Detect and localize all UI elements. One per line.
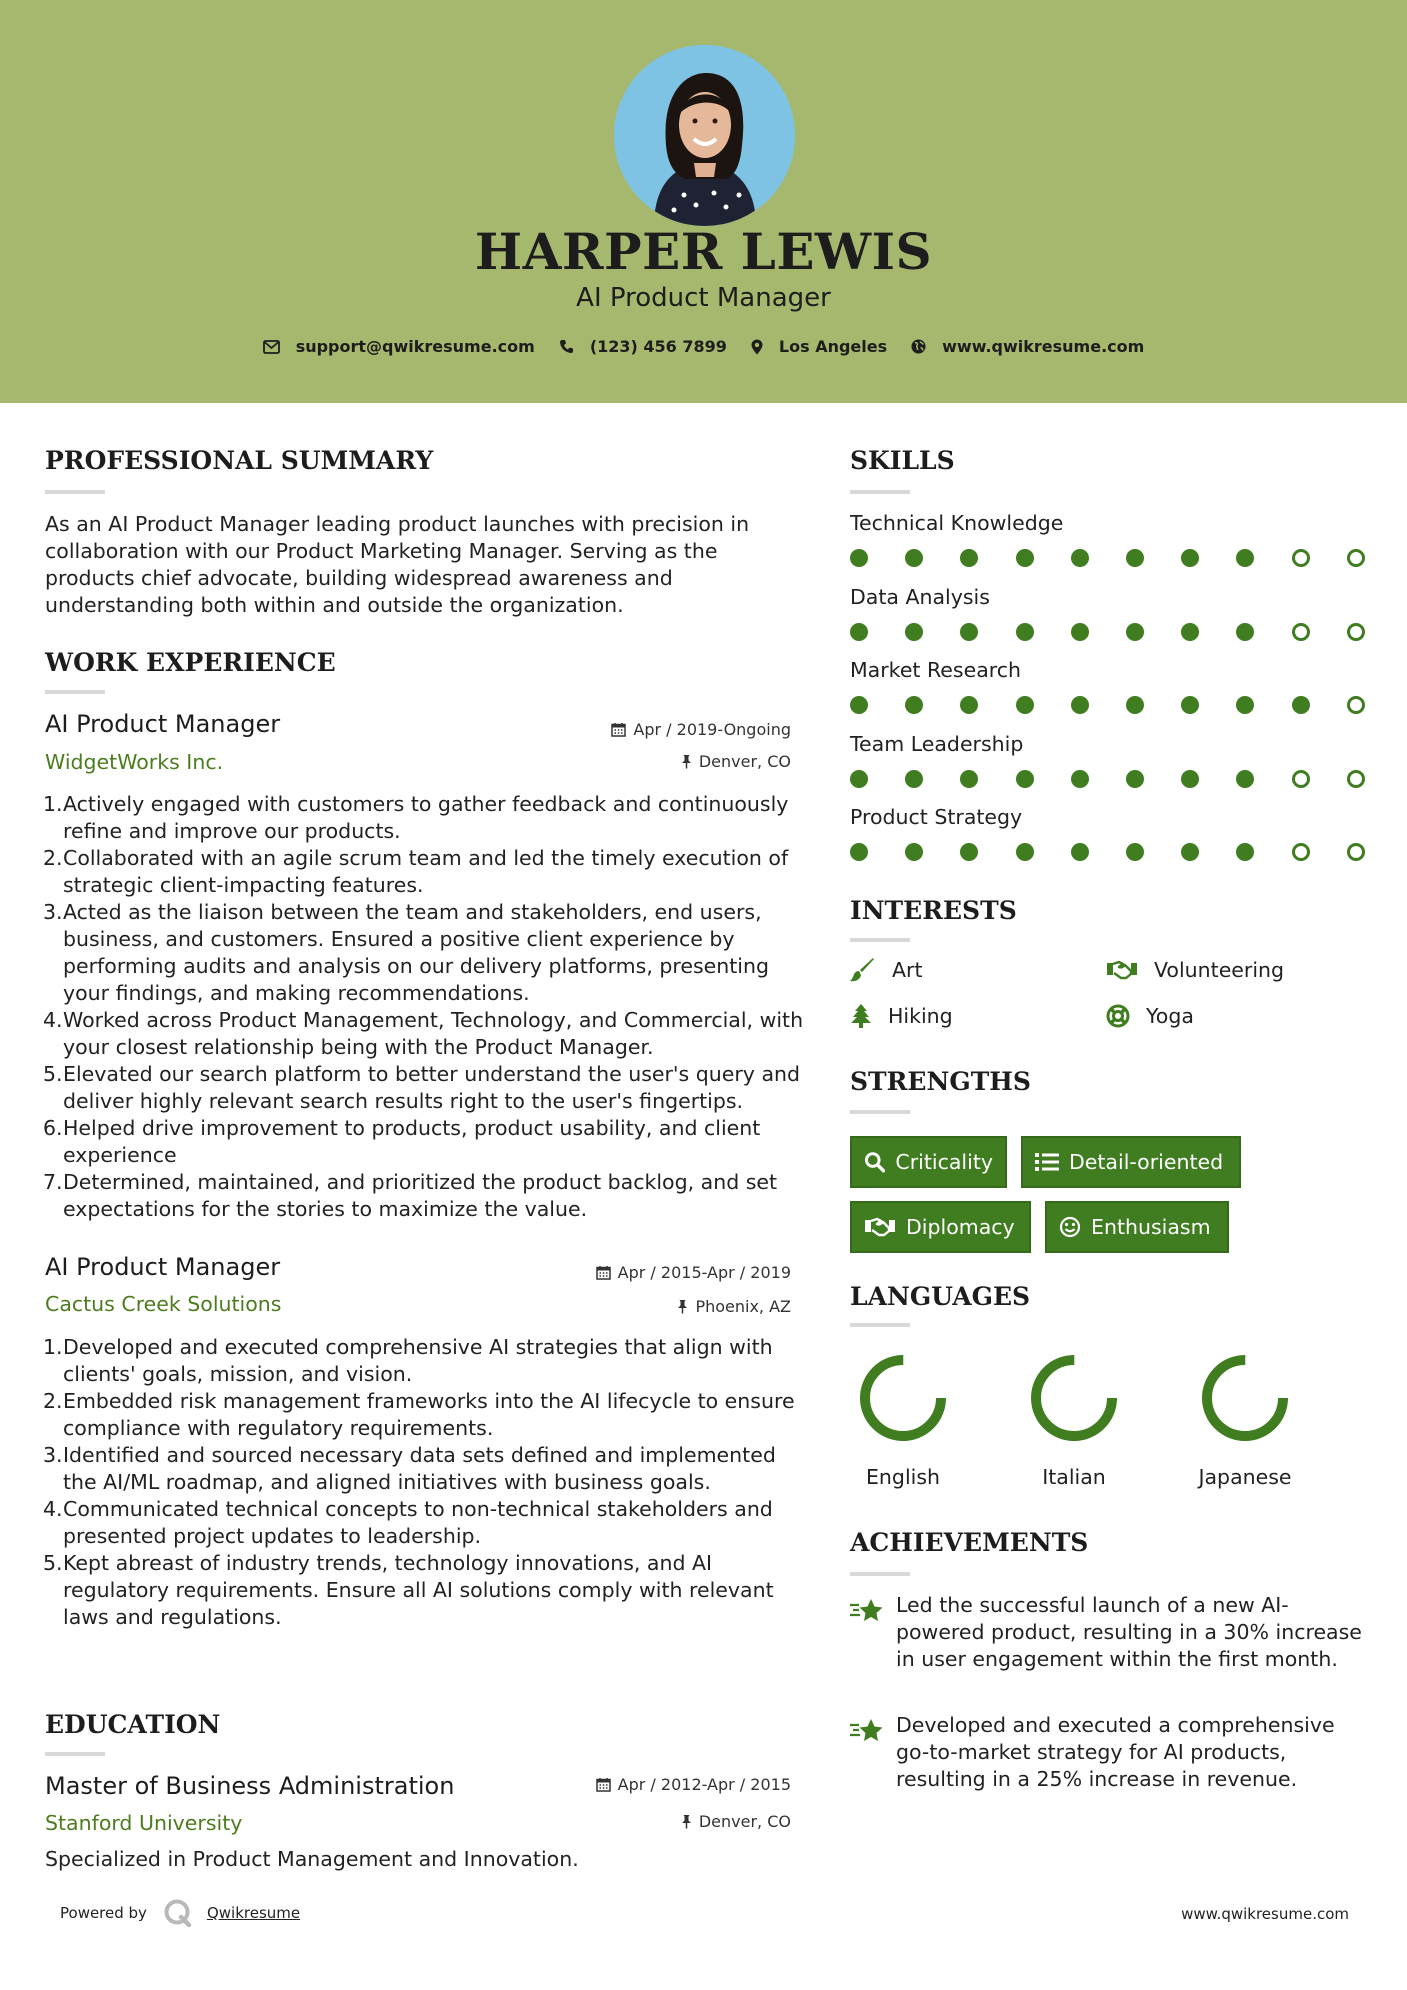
- strengths-rule: [850, 1110, 910, 1114]
- list-item: 1. Actively engaged with customers to gather feedback and continuously refine and improve our products.: [43, 792, 789, 843]
- job-location: [677, 1297, 791, 1316]
- envelope-icon: [263, 340, 280, 354]
- skill-dot-empty: [1292, 623, 1310, 641]
- skill-dot-filled: [1236, 770, 1254, 788]
- job-company: WidgetWorks Inc.: [45, 750, 224, 774]
- education-location-text: Denver, CO: [698, 1812, 791, 1831]
- skill-dot-filled: [960, 843, 978, 861]
- skill-dot-filled: [850, 549, 868, 567]
- contact-email[interactable]: [263, 337, 535, 356]
- strength-tag-detail-oriented: [1021, 1136, 1241, 1188]
- smile-icon: [1059, 1216, 1081, 1238]
- list-item: 5. Kept abreast of industry trends, technology innovations, and AI regulatory requirements. Ensure all AI solutions comply with relevant laws and regulations.: [43, 1551, 774, 1629]
- job-dates-text: Apr / 2019-Ongoing: [633, 720, 791, 739]
- job-responsibilities: [45, 791, 805, 1223]
- job-dates: [596, 1263, 791, 1282]
- skill-dot-filled: [1181, 696, 1199, 714]
- language-label: Italian: [1042, 1465, 1106, 1489]
- skill-dot-filled: [960, 696, 978, 714]
- candidate-title: AI Product Manager: [576, 283, 831, 313]
- skill-dot-filled: [1236, 549, 1254, 567]
- contact-website-text: www.qwikresume.com: [942, 337, 1145, 356]
- interests-rule: [850, 938, 910, 942]
- paintbrush-icon: [850, 958, 876, 982]
- language-level-ring: [1199, 1352, 1291, 1444]
- skill-dot-filled: [1126, 770, 1144, 788]
- contact-phone-text: (123) 456 7899: [589, 337, 727, 356]
- skill-dot-filled: [1236, 843, 1254, 861]
- skill-dot-empty: [1292, 549, 1310, 567]
- list-item: 4. Communicated technical concepts to non-technical stakeholders and presented project updates to leadership.: [43, 1497, 773, 1548]
- achievements-rule: [850, 1572, 910, 1576]
- skill-label: Data Analysis: [850, 584, 990, 609]
- tree-icon: [850, 1004, 872, 1028]
- interest-label: Hiking: [888, 1004, 953, 1028]
- star-award-icon: [850, 1718, 884, 1748]
- education-heading: EDUCATION: [45, 1710, 221, 1739]
- job-dates: [611, 720, 791, 739]
- skill-dot-filled: [905, 623, 923, 641]
- skill-label: Product Strategy: [850, 805, 1023, 829]
- life-ring-icon: [1106, 1004, 1130, 1028]
- job-location-text: Denver, CO: [698, 752, 791, 771]
- pushpin-icon: [677, 1299, 688, 1314]
- achievement-item: Developed and executed a comprehensive go-to-market strategy for AI products, resulting in a 25% increase in revenue.: [896, 1713, 1335, 1791]
- language-label: Japanese: [1198, 1465, 1292, 1489]
- skill-dot-filled: [905, 549, 923, 567]
- skill-dot-empty: [1347, 770, 1365, 788]
- skill-dot-filled: [1181, 843, 1199, 861]
- skill-dot-filled: [850, 623, 868, 641]
- phone-icon: [559, 339, 574, 354]
- education-dates-text: Apr / 2012-Apr / 2015: [617, 1775, 791, 1794]
- skill-dot-filled: [905, 696, 923, 714]
- job-dates-text: Apr / 2015-Apr / 2019: [617, 1263, 791, 1282]
- interest-label: Art: [892, 958, 923, 982]
- contact-website[interactable]: [911, 337, 1144, 356]
- skill-dot-filled: [1236, 623, 1254, 641]
- interest-item-volunteering: [1106, 958, 1284, 982]
- experience-heading: WORK EXPERIENCE: [45, 648, 336, 677]
- skill-dot-filled: [1071, 696, 1089, 714]
- interest-item-yoga: [1106, 1004, 1194, 1028]
- avatar: [614, 45, 795, 226]
- search-icon: [864, 1151, 885, 1173]
- language-level-ring: [1028, 1352, 1120, 1444]
- list-item: 5. Elevated our search platform to better understand the user's query and deliver highly relevant search results right to the user's fingertips.: [43, 1062, 801, 1113]
- language-label: English: [865, 1465, 941, 1489]
- skill-label: Technical Knowledge: [850, 511, 1064, 535]
- experience-rule: [45, 690, 105, 694]
- job-location-text: Phoenix, AZ: [695, 1297, 791, 1316]
- skill-dot-filled: [850, 696, 868, 714]
- skill-dot-filled: [1071, 549, 1089, 567]
- calendar-icon: [596, 1777, 611, 1792]
- skill-dot-filled: [1016, 843, 1034, 861]
- map-marker-icon: [751, 339, 763, 355]
- skill-dot-empty: [1347, 843, 1365, 861]
- summary-rule: [45, 490, 105, 494]
- job-title: AI Product Manager: [45, 1253, 281, 1281]
- skill-dot-filled: [1126, 843, 1144, 861]
- skill-dot-filled: [1016, 549, 1034, 567]
- skill-label: Team Leadership: [850, 731, 1024, 756]
- strength-tag-diplomacy: [850, 1201, 1031, 1253]
- education-description: Specialized in Product Management and Innovation.: [45, 1847, 579, 1871]
- powered-by-text: Powered by: [60, 1904, 147, 1922]
- degree-title: Master of Business Administration: [45, 1772, 455, 1800]
- skill-dot-filled: [1181, 623, 1199, 641]
- languages-heading: LANGUAGES: [850, 1282, 1031, 1311]
- skill-dot-filled: [905, 770, 923, 788]
- strengths-heading: STRENGTHS: [850, 1067, 1031, 1096]
- globe-icon: [911, 339, 926, 354]
- list-item: 4. Worked across Product Management, Technology, and Commercial, with your closest relationship being with the Product Manager.: [43, 1008, 804, 1059]
- qwikresume-logo-icon: [163, 1898, 193, 1928]
- achievements-heading: ACHIEVEMENTS: [850, 1528, 1089, 1557]
- contact-location-text: Los Angeles: [778, 337, 888, 356]
- footer-powered-by: [60, 1898, 300, 1928]
- skill-dot-filled: [1126, 623, 1144, 641]
- achievement-item: Led the successful launch of a new AI-powered product, resulting in a 30% increase in user engagement within the first month.: [896, 1593, 1362, 1671]
- job-title: AI Product Manager: [45, 710, 281, 738]
- skill-dot-filled: [1181, 770, 1199, 788]
- header-banner: [0, 0, 1407, 403]
- skill-dot-filled: [850, 843, 868, 861]
- interest-item-art: [850, 958, 923, 982]
- school-name: Stanford University: [45, 1811, 243, 1835]
- strength-tag-enthusiasm: [1045, 1201, 1229, 1253]
- candidate-name: HARPER LEWIS: [474, 222, 933, 281]
- strength-label: Enthusiasm: [1091, 1215, 1211, 1239]
- summary-text: As an AI Product Manager leading product launches with precision in collaboration with our Product Marketing Manager. Serving as the products chief advocate, building widespread awareness and understanding both within and outside the organization.: [45, 512, 750, 617]
- list-item: 3. Identified and sourced necessary data sets defined and implemented the AI/ML roadmap, and aligned initiatives with business goals.: [43, 1443, 776, 1494]
- interest-label: Volunteering: [1154, 958, 1285, 982]
- interest-item-hiking: [850, 1004, 953, 1028]
- skill-dot-empty: [1292, 843, 1310, 861]
- skill-dot-filled: [1126, 549, 1144, 567]
- star-award-icon: [850, 1598, 884, 1628]
- list-item: 2. Embedded risk management frameworks into the AI lifecycle to ensure compliance with regulatory requirements.: [43, 1389, 795, 1440]
- contact-phone[interactable]: [559, 337, 727, 356]
- languages-rule: [850, 1323, 910, 1327]
- skill-label: Market Research: [850, 658, 1022, 682]
- profile-photo: [614, 45, 795, 226]
- education-location: [681, 1812, 791, 1831]
- skill-dot-filled: [1016, 696, 1034, 714]
- skill-dot-filled: [960, 623, 978, 641]
- list-item: 3. Acted as the liaison between the team and stakeholders, end users, business, and customers. Ensured a positive client experience by performing audits and analysis on our delivery platforms, presenting your findings, and making recommendations.: [43, 900, 769, 1005]
- footer-website[interactable]: www.qwikresume.com: [1181, 1905, 1349, 1923]
- qwikresume-link[interactable]: Qwikresume: [206, 1904, 301, 1922]
- language-level-ring: [857, 1352, 949, 1444]
- skill-dot-filled: [960, 770, 978, 788]
- calendar-icon: [611, 722, 626, 737]
- skill-dot-filled: [1181, 549, 1199, 567]
- job-company: Cactus Creek Solutions: [45, 1292, 282, 1316]
- skill-dot-filled: [1236, 696, 1254, 714]
- calendar-icon: [596, 1265, 611, 1280]
- skill-dot-filled: [905, 843, 923, 861]
- skill-dot-filled: [1016, 623, 1034, 641]
- skill-dot-empty: [1347, 623, 1365, 641]
- skill-dot-filled: [1071, 623, 1089, 641]
- skill-dot-filled: [1292, 696, 1310, 714]
- job-location: [681, 752, 791, 771]
- skill-dot-empty: [1347, 549, 1365, 567]
- summary-heading: PROFESSIONAL SUMMARY: [45, 446, 434, 475]
- pushpin-icon: [681, 754, 692, 769]
- list-item: 6. Helped drive improvement to products, product usability, and client experience: [43, 1116, 761, 1167]
- handshake-icon: [864, 1216, 896, 1238]
- education-dates: [596, 1775, 791, 1794]
- skill-dot-empty: [1347, 696, 1365, 714]
- skill-dot-filled: [1126, 696, 1144, 714]
- list-item: 7. Determined, maintained, and prioritized the product backlog, and set expectations for the stories to maximize the value.: [43, 1170, 778, 1221]
- handshake-icon: [1106, 959, 1138, 981]
- skill-dot-filled: [1071, 843, 1089, 861]
- skills-heading: SKILLS: [850, 446, 955, 475]
- skill-dot-filled: [1016, 770, 1034, 788]
- contact-email-text: support@qwikresume.com: [295, 337, 535, 356]
- list-icon: [1035, 1152, 1059, 1172]
- strength-label: Criticality: [895, 1150, 993, 1174]
- interest-label: Yoga: [1146, 1004, 1194, 1028]
- list-item: 1. Developed and executed comprehensive AI strategies that align with clients' goals, mission, and vision.: [43, 1335, 773, 1386]
- job-responsibilities: [45, 1334, 805, 1631]
- skill-dot-filled: [1071, 770, 1089, 788]
- pushpin-icon: [681, 1814, 692, 1829]
- education-rule: [45, 1752, 105, 1756]
- skill-dot-filled: [960, 549, 978, 567]
- skill-dot-filled: [850, 770, 868, 788]
- skill-dot-empty: [1292, 770, 1310, 788]
- list-item: 2. Collaborated with an agile scrum team and led the timely execution of strategic client-impacting features.: [43, 846, 789, 897]
- skills-rule: [850, 490, 910, 494]
- contact-location: [751, 337, 887, 356]
- interests-heading: INTERESTS: [850, 896, 1017, 925]
- strength-label: Detail-oriented: [1069, 1150, 1224, 1174]
- contact-bar: [0, 337, 1407, 356]
- strength-label: Diplomacy: [906, 1215, 1015, 1239]
- strength-tag-criticality: [850, 1136, 1007, 1188]
